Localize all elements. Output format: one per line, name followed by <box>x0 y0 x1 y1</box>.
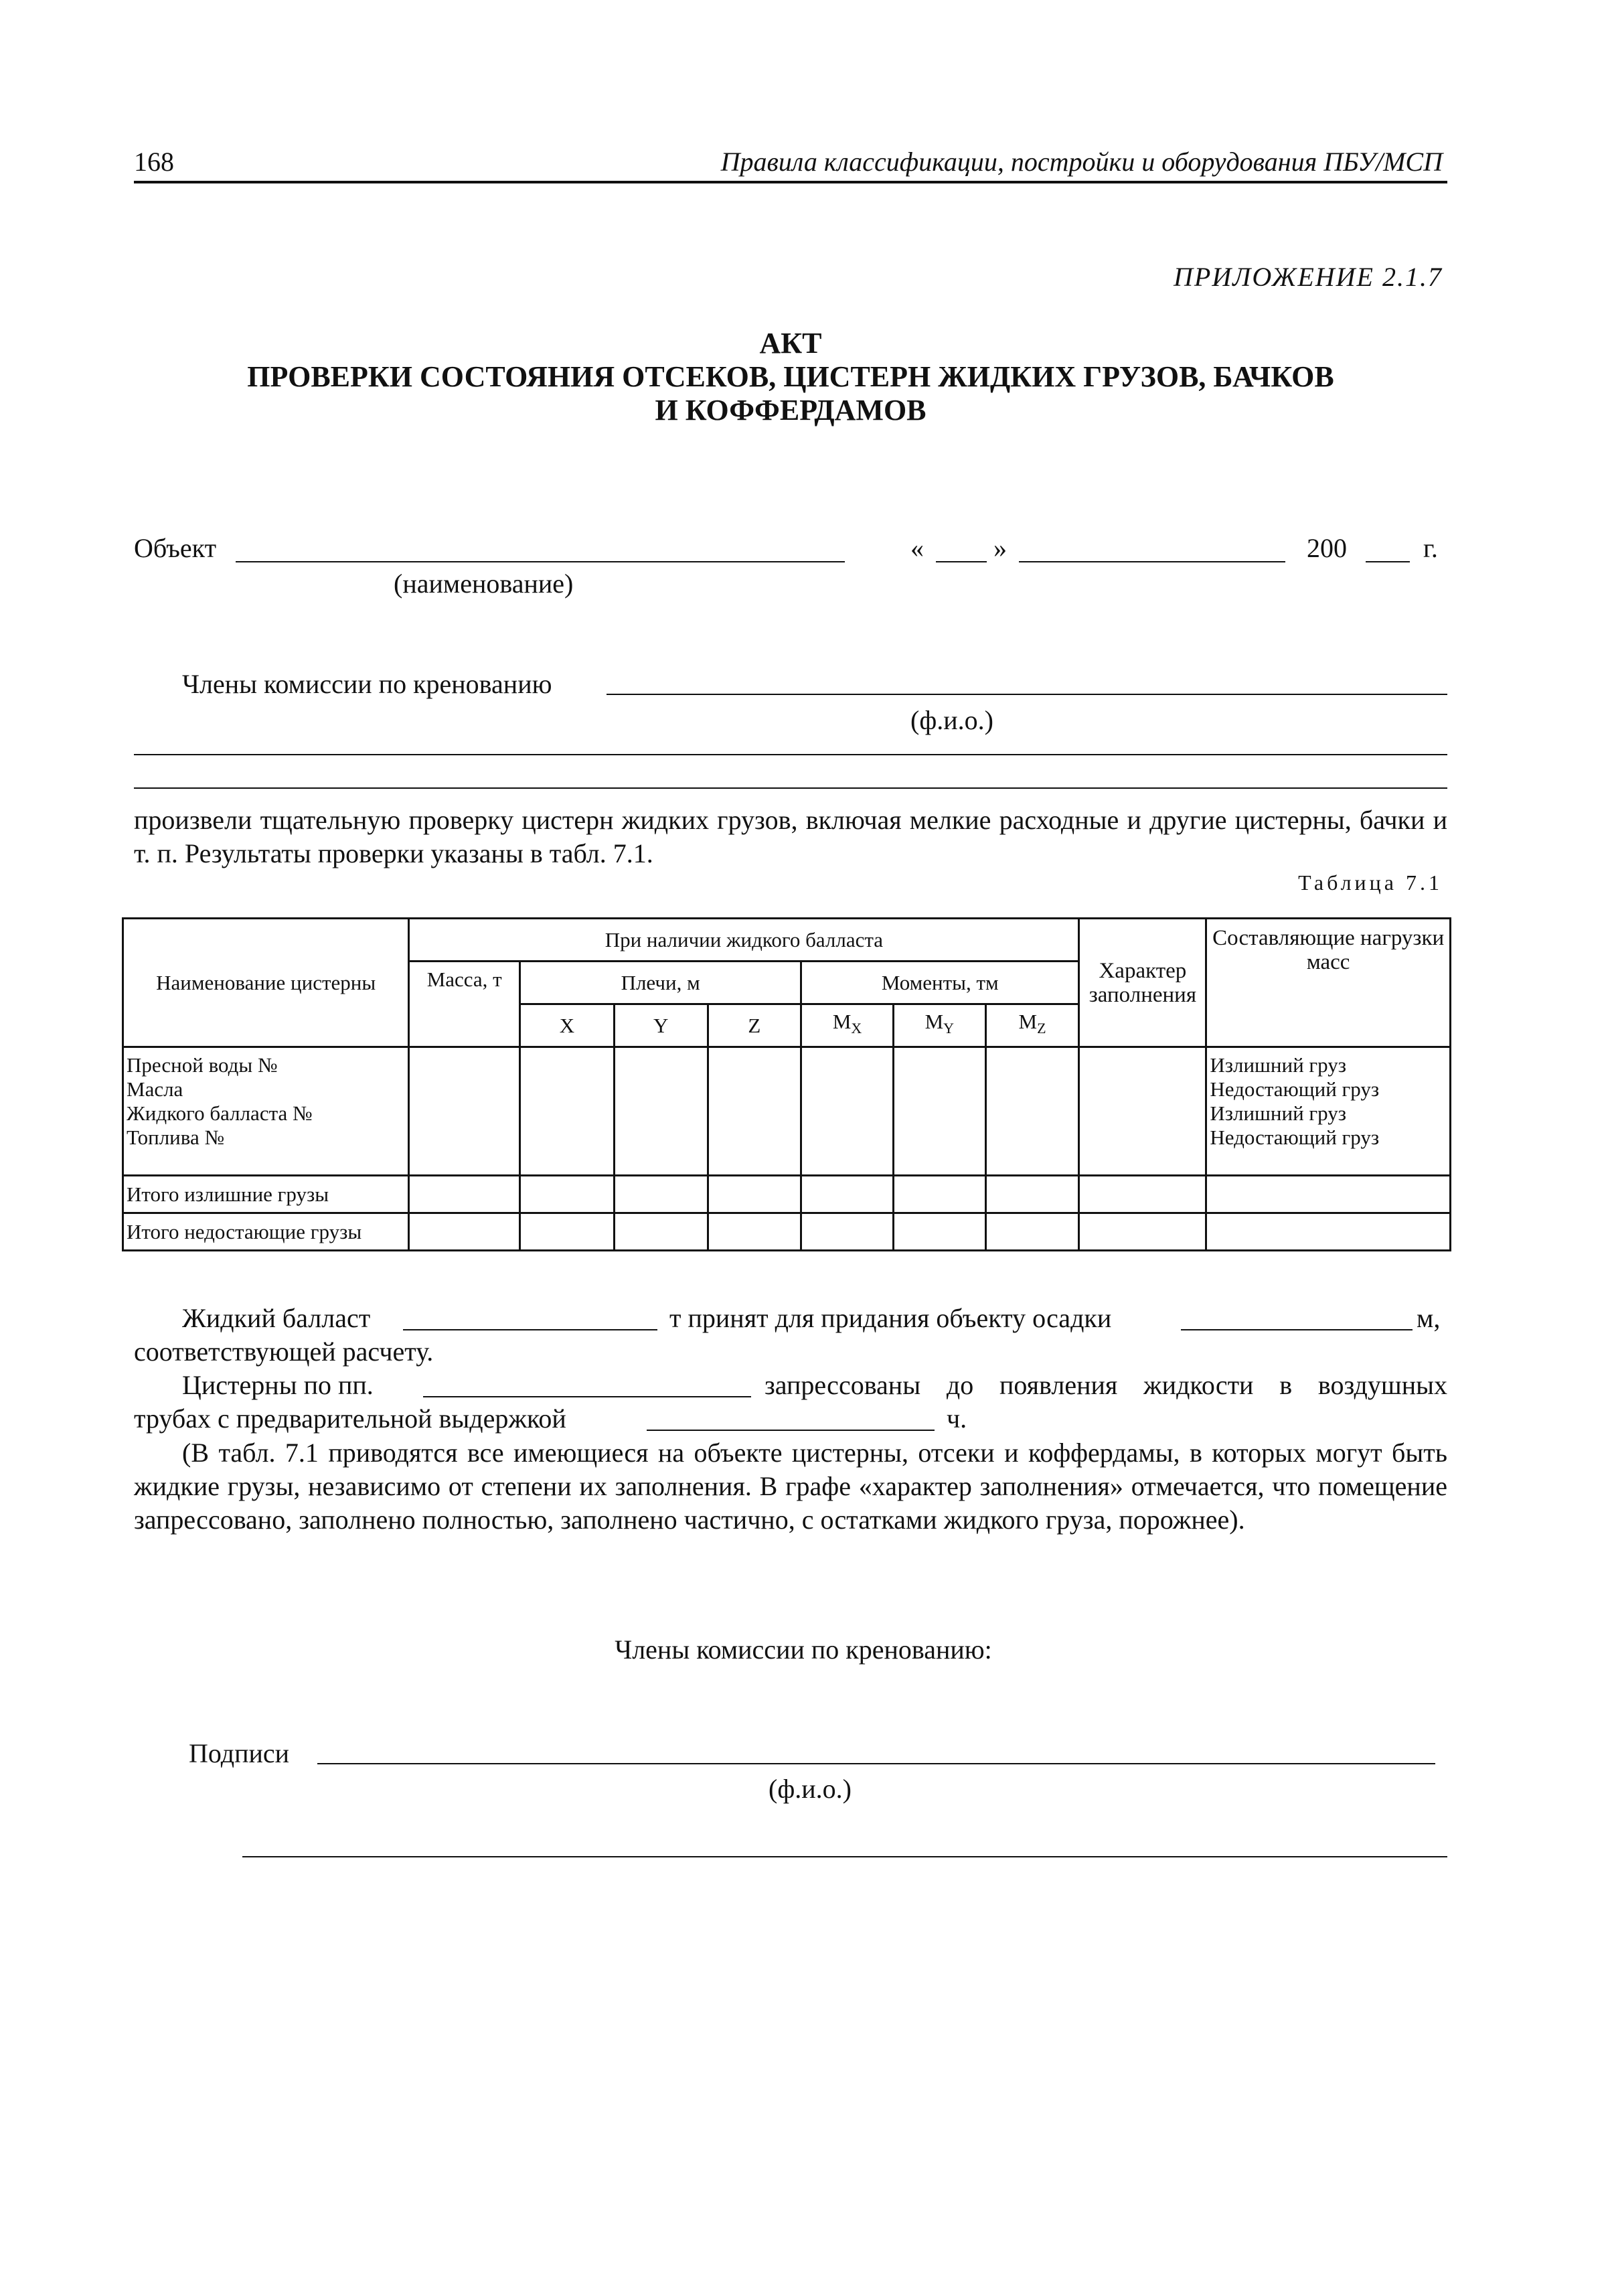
object-label: Объект <box>134 533 217 563</box>
tank-item: Топлива № <box>127 1126 225 1149</box>
total-excess-components[interactable] <box>1206 1176 1451 1213</box>
tanks-label: Цистерны по пп. <box>182 1370 374 1400</box>
title-line-3: И КОФФЕРДАМОВ <box>655 394 927 427</box>
document-title <box>134 327 1447 427</box>
mx-base: M <box>832 1010 852 1034</box>
total-missing-fill[interactable] <box>1079 1213 1206 1251</box>
intro-text: произвели тщательную проверку цистерн жидких грузов, включая мелкие расходные и другие цистерны, бачки и т. п. Результаты проверки указаны в табл. 7.1. <box>134 805 1447 868</box>
tanks-text-2: запрессованы до появления жидкости в воздушных <box>764 1370 1447 1400</box>
header-x: X <box>520 1004 615 1047</box>
date-quote-open: « <box>910 533 924 563</box>
total-excess-y[interactable] <box>614 1176 708 1213</box>
hold-time-line[interactable] <box>647 1430 935 1431</box>
total-excess-my[interactable] <box>893 1176 985 1213</box>
page-number: 168 <box>134 147 174 177</box>
commission-extra-line-1[interactable] <box>134 754 1447 755</box>
ballast-text-3: соответствующей расчету. <box>134 1336 434 1367</box>
total-missing-components[interactable] <box>1206 1213 1451 1251</box>
total-missing-z[interactable] <box>708 1213 801 1251</box>
cell-z[interactable] <box>708 1047 801 1176</box>
mz-base: M <box>1018 1010 1038 1034</box>
header-y: Y <box>614 1004 708 1047</box>
component-item: Недостающий груз <box>1210 1126 1380 1149</box>
tank-item: Пресной воды № <box>127 1053 278 1077</box>
header-moments: Моменты, тм <box>801 962 1079 1004</box>
total-missing-mz[interactable] <box>985 1213 1079 1251</box>
title-line-2: ПРОВЕРКИ СОСТОЯНИЯ ОТСЕКОВ, ЦИСТЕРН ЖИДКИХ ГРУЗОВ, БАЧКОВ <box>247 360 1334 393</box>
table-7-1 <box>122 917 1451 1251</box>
my-base: M <box>924 1010 944 1034</box>
header-fill-character: Характер заполнения <box>1079 919 1206 1047</box>
tanks-text-3: трубах с предварительной выдержкой <box>134 1403 566 1434</box>
total-missing-x[interactable] <box>520 1213 615 1251</box>
total-excess-z[interactable] <box>708 1176 801 1213</box>
total-missing-mx[interactable] <box>801 1213 894 1251</box>
cell-y[interactable] <box>614 1047 708 1176</box>
header-my <box>893 1004 985 1047</box>
header-components: Составляющие нагрузки масс <box>1206 919 1451 1047</box>
total-missing-mass[interactable] <box>409 1213 520 1251</box>
date-month-line[interactable] <box>1019 561 1285 562</box>
total-excess-fill[interactable] <box>1079 1176 1206 1213</box>
my-sub: Y <box>943 1020 955 1037</box>
commission-extra-line-2[interactable] <box>134 787 1447 789</box>
header-mx <box>801 1004 894 1047</box>
component-item: Недостающий груз <box>1210 1077 1380 1101</box>
commission-label: Члены комиссии по кренованию <box>182 669 552 699</box>
ballast-text-2: т принят для придания объекту осадки <box>669 1303 1112 1333</box>
ballast-label: Жидкий балласт <box>182 1303 371 1333</box>
tank-item: Жидкого балласта № <box>127 1101 313 1125</box>
header-tank-name: Наименование цистерны <box>123 919 409 1047</box>
date-day-line[interactable] <box>936 561 987 562</box>
draft-line[interactable] <box>1181 1329 1413 1330</box>
object-caption: (наименование) <box>394 568 574 599</box>
hold-time-unit: ч. <box>947 1403 967 1434</box>
signature-line[interactable] <box>317 1763 1435 1764</box>
commission-caption: (ф.и.о.) <box>910 705 993 735</box>
total-excess-mx[interactable] <box>801 1176 894 1213</box>
signatures-label: Подписи <box>189 1738 290 1768</box>
date-quote-close: » <box>993 533 1007 563</box>
date-year-suffix: г. <box>1423 533 1438 563</box>
table-caption: Таблица 7.1 <box>1298 870 1443 895</box>
component-item: Излишний груз <box>1210 1053 1346 1077</box>
total-missing-label: Итого недостающие грузы <box>123 1213 409 1251</box>
ballast-unit-m: м, <box>1417 1303 1441 1333</box>
component-item: Излишний груз <box>1210 1101 1346 1125</box>
title-line-1: АКТ <box>759 327 822 360</box>
appendix-label: ПРИЛОЖЕНИЕ 2.1.7 <box>1174 262 1443 292</box>
header-mz <box>985 1004 1079 1047</box>
total-missing-my[interactable] <box>893 1213 985 1251</box>
total-missing-y[interactable] <box>614 1213 708 1251</box>
total-excess-mass[interactable] <box>409 1176 520 1213</box>
cell-x[interactable] <box>520 1047 615 1176</box>
cell-my[interactable] <box>893 1047 985 1176</box>
cell-mass[interactable] <box>409 1047 520 1176</box>
header-rule <box>134 181 1447 183</box>
table-note: (В табл. 7.1 приводятся все имеющиеся на объекте цистерны, отсеки и коффердамы, в которых могут быть жидкие грузы, независимо от степени их заполнения. В графе «характер заполнения» отмечается, что помещение запрессовано, заполнено полностью, заполнено частично, с остатками жидкого груза, порожнее). <box>134 1438 1447 1535</box>
cell-mx[interactable] <box>801 1047 894 1176</box>
signatures-heading: Члены комиссии по кренованию: <box>615 1634 992 1665</box>
header-arms: Плечи, м <box>520 962 801 1004</box>
signature-extra-line[interactable] <box>242 1856 1447 1857</box>
signatures-caption: (ф.и.о.) <box>769 1774 852 1804</box>
tank-item: Масла <box>127 1077 183 1101</box>
object-input-line[interactable] <box>236 561 845 562</box>
component-list-cell <box>1206 1047 1451 1176</box>
cell-fill-character[interactable] <box>1079 1047 1206 1176</box>
commission-input-line[interactable] <box>607 694 1447 695</box>
date-year-prefix: 200 <box>1307 533 1347 563</box>
mz-sub: Z <box>1037 1020 1046 1037</box>
date-year-line[interactable] <box>1366 561 1410 562</box>
tanks-items-line[interactable] <box>423 1396 751 1397</box>
ballast-amount-line[interactable] <box>403 1329 657 1330</box>
header-mass: Масса, т <box>409 962 520 1047</box>
header-ballast-group: При наличии жидкого балласта <box>409 919 1079 962</box>
total-excess-label: Итого излишние грузы <box>123 1176 409 1213</box>
tank-list-cell <box>123 1047 409 1176</box>
total-excess-mz[interactable] <box>985 1176 1079 1213</box>
header-z: Z <box>708 1004 801 1047</box>
cell-mz[interactable] <box>985 1047 1079 1176</box>
mx-sub: X <box>851 1020 862 1037</box>
running-title: Правила классификации, постройки и оборудования ПБУ/МСП <box>720 147 1443 177</box>
total-excess-x[interactable] <box>520 1176 615 1213</box>
